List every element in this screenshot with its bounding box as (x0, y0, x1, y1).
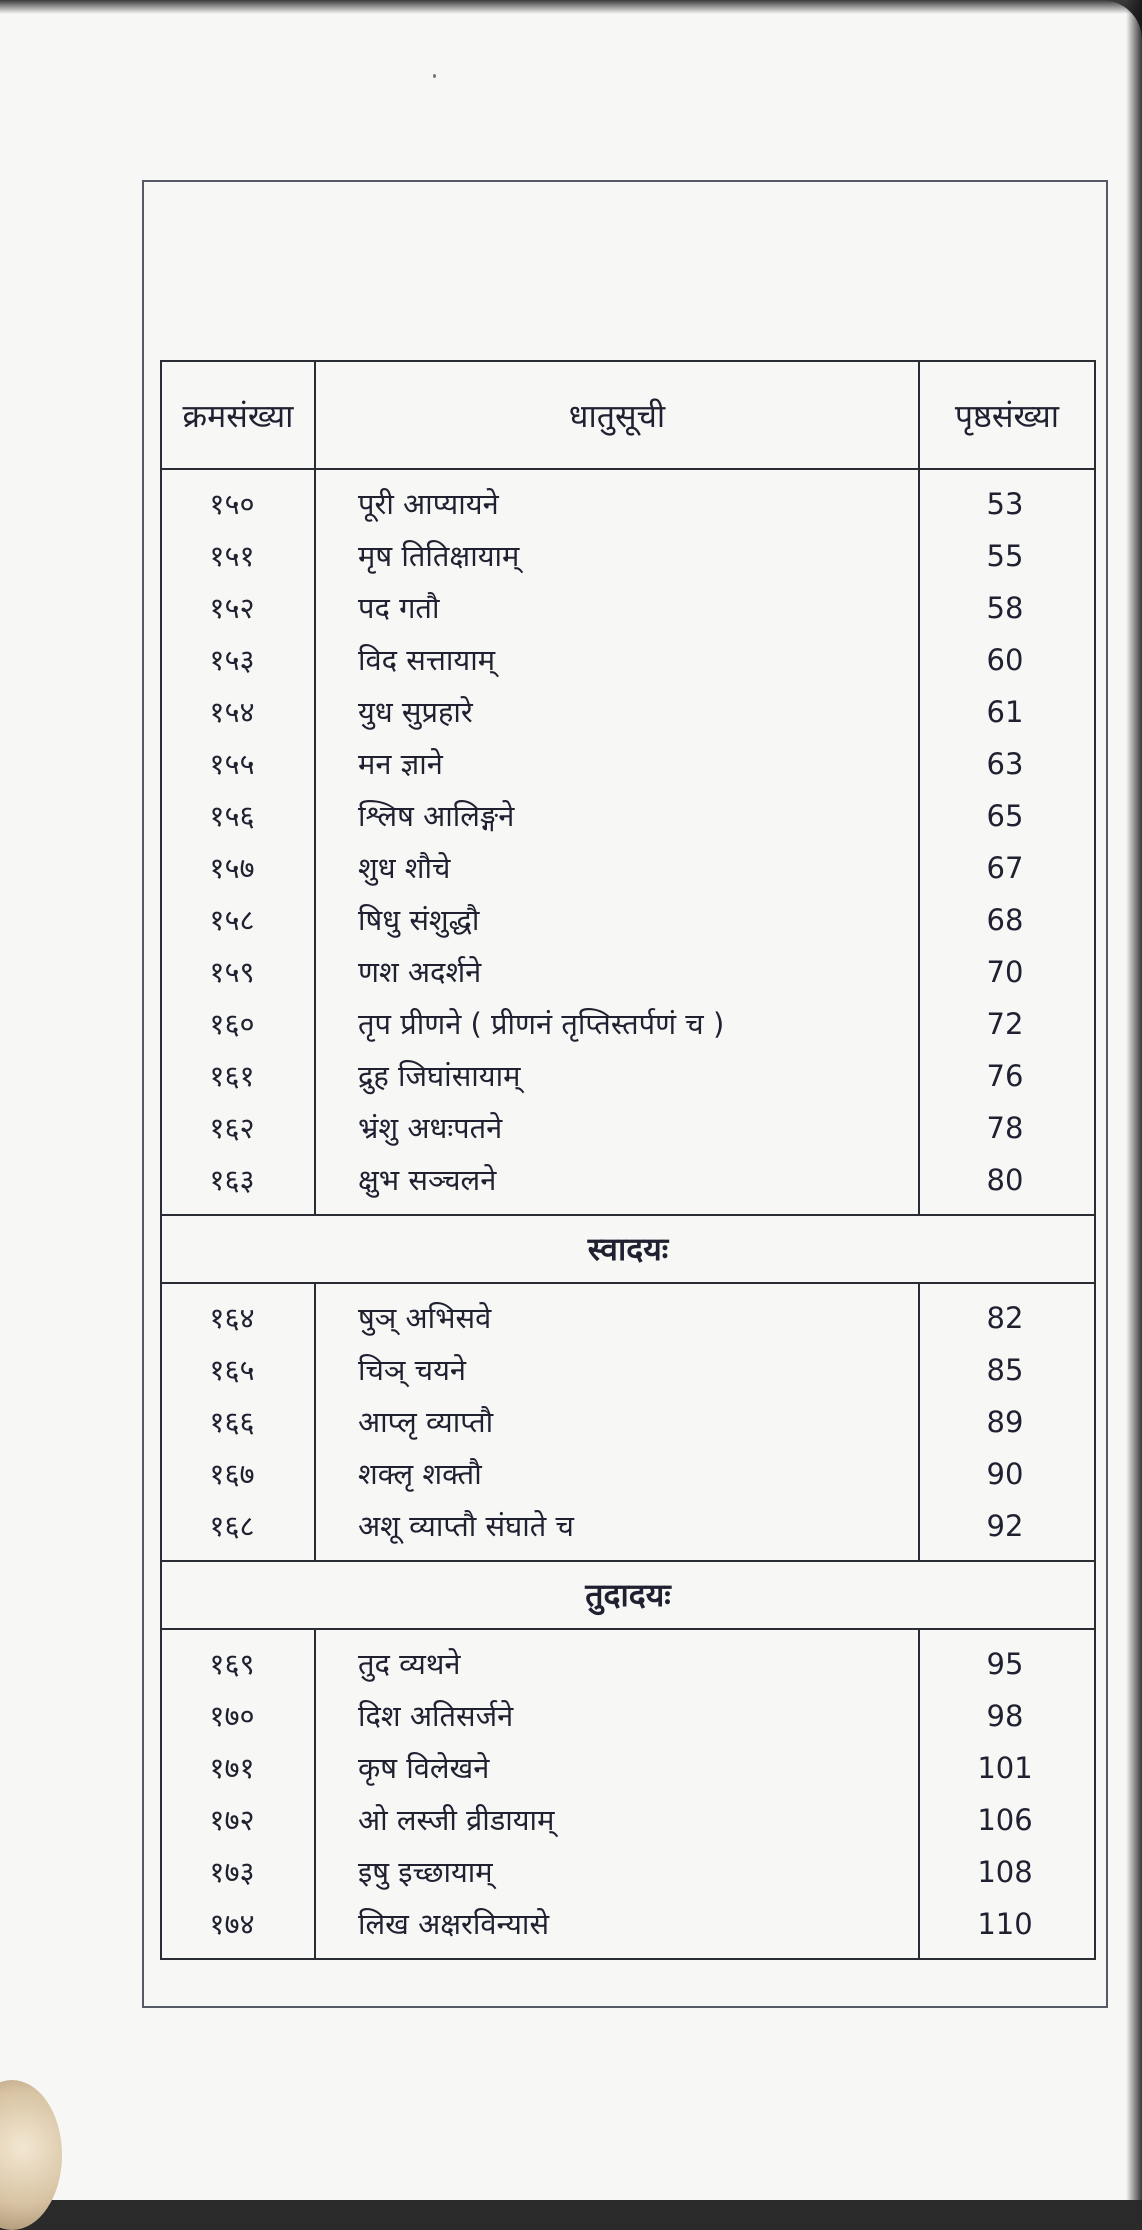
serial-number-column (162, 1630, 316, 1958)
header-serial-number: क्रमसंख्या (162, 362, 316, 468)
serial-number-cell: १६४ (209, 1301, 255, 1335)
serial-number-cell: १५४ (209, 695, 255, 729)
serial-number-cell: १६१ (209, 1059, 255, 1093)
page-number-cell: 65 (986, 799, 1024, 833)
page-number-cell: 58 (986, 591, 1024, 625)
row-group (162, 1630, 1094, 1958)
top-edge-shadow (0, 0, 1142, 14)
dhatu-name-cell: शक्लृ शक्तौ (358, 1457, 482, 1491)
paper-speck (433, 74, 436, 78)
serial-number-cell: १६२ (209, 1111, 255, 1145)
serial-number-cell: १५२ (209, 591, 255, 625)
header-dhatu-list: धातुसूची (316, 362, 920, 468)
dhatu-name-cell: चिञ् चयने (358, 1353, 466, 1387)
serial-number-cell: १६५ (209, 1353, 255, 1387)
page-number-cell: 89 (986, 1405, 1024, 1439)
page-number-cell: 53 (986, 487, 1024, 521)
serial-number-cell: १५० (209, 487, 255, 521)
dhatu-name-cell: षुञ् अभिसवे (358, 1301, 492, 1335)
page-number-cell: 101 (977, 1751, 1033, 1785)
section-heading: तुदादयः (162, 1560, 1094, 1630)
page-number-cell: 108 (977, 1855, 1033, 1889)
dhatu-name-cell: णश अदर्शने (358, 955, 482, 989)
page-number-cell: 76 (986, 1059, 1024, 1093)
page-number-cell: 110 (977, 1907, 1033, 1941)
dhatu-name-cell: पूरी आप्यायने (358, 487, 499, 521)
serial-number-column (162, 470, 316, 1214)
dhatu-name-cell: कृष विलेखने (358, 1751, 490, 1785)
page-number-cell: 82 (986, 1301, 1024, 1335)
dhatu-name-column (316, 1284, 920, 1560)
page-number-cell: 55 (986, 539, 1024, 573)
page-number-column (920, 1284, 1094, 1560)
page-number-cell: 92 (986, 1509, 1024, 1543)
page-number-cell: 90 (986, 1457, 1024, 1491)
right-edge-shadow (1126, 0, 1142, 2200)
serial-number-cell: १६७ (209, 1457, 255, 1491)
dhatu-name-cell: पद गतौ (358, 591, 440, 625)
page-number-cell: 78 (986, 1111, 1024, 1145)
dhatu-name-cell: षिधु संशुद्धौ (358, 903, 480, 937)
serial-number-cell: १७३ (209, 1855, 255, 1889)
dhatu-name-cell: तृप प्रीणने ( प्रीणनं तृप्तिस्तर्पणं च ) (358, 1007, 725, 1041)
page-number-cell: 63 (986, 747, 1024, 781)
dhatu-name-cell: मृष तितिक्षायाम् (358, 539, 520, 573)
dhatu-name-cell: लिख अक्षरविन्यासे (358, 1907, 550, 1941)
page-number-column (920, 470, 1094, 1214)
dhatu-index-table (160, 360, 1096, 1960)
page-number-column (920, 1630, 1094, 1958)
dhatu-name-cell: विद सत्तायाम् (358, 643, 496, 677)
serial-number-cell: १६० (209, 1007, 255, 1041)
serial-number-cell: १७२ (209, 1803, 255, 1837)
dhatu-name-cell: शुध शौचे (358, 851, 451, 885)
serial-number-cell: १५५ (209, 747, 255, 781)
page-number-cell: 85 (986, 1353, 1024, 1387)
page-number-cell: 80 (986, 1163, 1024, 1197)
section-heading: स्वादयः (162, 1214, 1094, 1284)
page-number-cell: 60 (986, 643, 1024, 677)
page-number-cell: 98 (986, 1699, 1024, 1733)
serial-number-cell: १५८ (209, 903, 255, 937)
page-number-cell: 72 (986, 1007, 1024, 1041)
table-header-row (162, 362, 1094, 470)
dhatu-name-column (316, 1630, 920, 1958)
dhatu-name-cell: क्षुभ सञ्चलने (358, 1163, 497, 1197)
page-number-cell: 106 (977, 1803, 1033, 1837)
serial-number-cell: १७१ (209, 1751, 255, 1785)
serial-number-cell: १५६ (209, 799, 255, 833)
table-body (162, 470, 1094, 1958)
dhatu-name-cell: दिश अतिसर्जने (358, 1699, 514, 1733)
row-group (162, 1284, 1094, 1560)
serial-number-cell: १५१ (209, 539, 255, 573)
dhatu-name-column (316, 470, 920, 1214)
dhatu-name-cell: द्रुह जिघांसायाम् (358, 1059, 521, 1093)
dhatu-name-cell: मन ज्ञाने (358, 747, 443, 781)
serial-number-column (162, 1284, 316, 1560)
dhatu-name-cell: अशू व्याप्तौ संघाते च (358, 1509, 574, 1543)
page-number-cell: 61 (986, 695, 1024, 729)
dhatu-name-cell: ओ लस्जी व्रीडायाम् (358, 1803, 555, 1837)
dhatu-name-cell: आप्लृ व्याप्तौ (358, 1405, 494, 1439)
serial-number-cell: १७० (209, 1699, 255, 1733)
dhatu-name-cell: भ्रंशु अधःपतने (358, 1111, 503, 1145)
serial-number-cell: १६८ (209, 1509, 255, 1543)
page-number-cell: 67 (986, 851, 1024, 885)
serial-number-cell: १५७ (209, 851, 255, 885)
page-number-cell: 95 (986, 1647, 1024, 1681)
dhatu-name-cell: इषु इच्छायाम् (358, 1855, 493, 1889)
page-number-cell: 68 (986, 903, 1024, 937)
dhatu-name-cell: श्लिष आलिङ्गने (358, 799, 515, 833)
serial-number-cell: १५९ (209, 955, 255, 989)
serial-number-cell: १७४ (209, 1907, 255, 1941)
serial-number-cell: १६९ (209, 1647, 255, 1681)
serial-number-cell: १६६ (209, 1405, 255, 1439)
serial-number-cell: १५३ (209, 643, 255, 677)
row-group (162, 470, 1094, 1214)
dhatu-name-cell: तुद व्यथने (358, 1647, 461, 1681)
dhatu-name-cell: युध सुप्रहारे (358, 695, 473, 729)
header-page-number: पृष्ठसंख्या (954, 396, 1060, 435)
serial-number-cell: १६३ (209, 1163, 255, 1197)
page-number-cell: 70 (986, 955, 1024, 989)
